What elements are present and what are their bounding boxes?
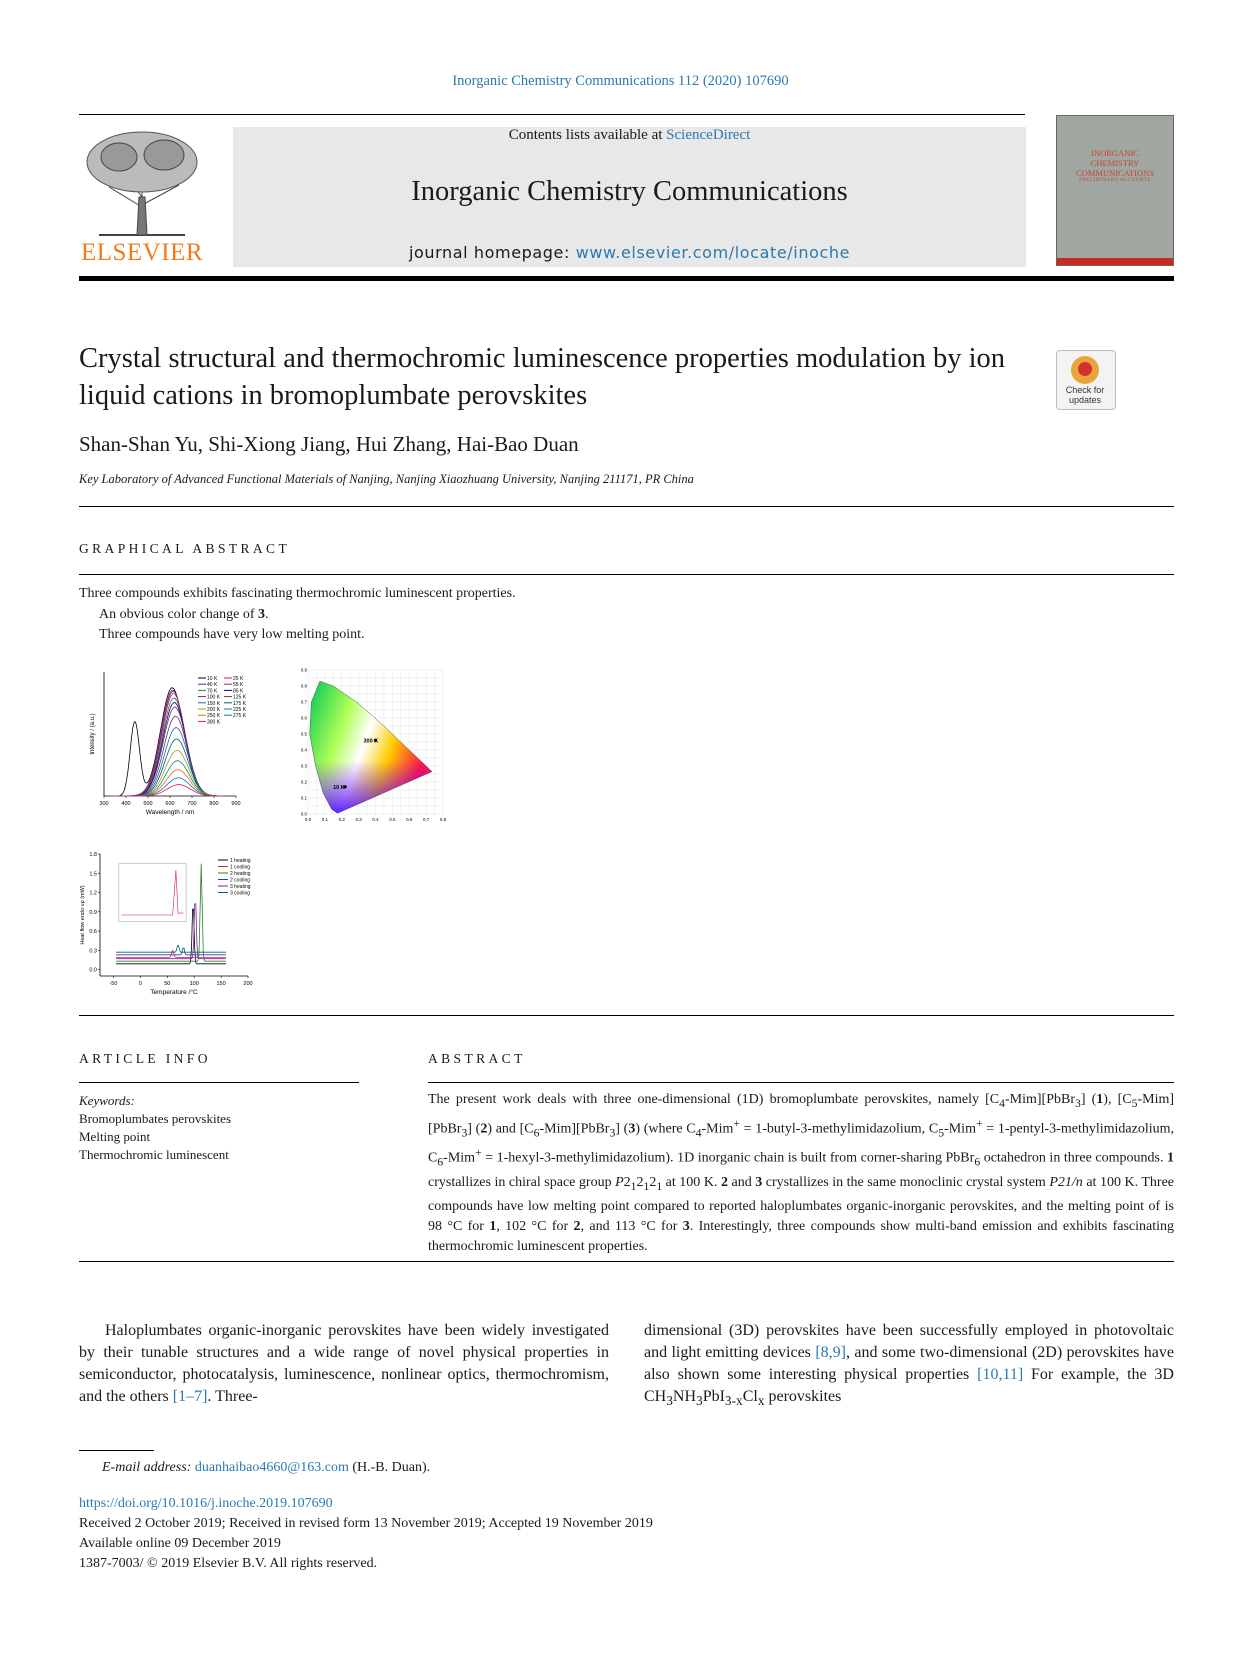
keyword-item: Thermochromic luminescent [79, 1147, 229, 1162]
received-dates: Received 2 October 2019; Received in revised form 13 November 2019; Accepted 19 November 2019 [79, 1516, 653, 1531]
article-info-heading: ARTICLE INFO [79, 1051, 211, 1066]
legend-label: 225 K [233, 707, 247, 713]
y-tick-label: 0.6 [300, 715, 307, 721]
y-tick-label: 0.5 [300, 731, 307, 737]
y-tick-label: 1.2 [89, 890, 97, 897]
y-axis-label: Heat flow endo up (mW) [80, 885, 86, 945]
x-tick-label: 0.8 [439, 817, 447, 822]
x-tick-label: 150 [216, 981, 226, 987]
cover-bottom-bar [1057, 258, 1173, 265]
check-for-updates-label: Check for updates [1065, 385, 1105, 405]
y-tick-label: 0.6 [89, 929, 97, 936]
header-bottom-rule [79, 276, 1174, 281]
graphical-abstract-heading: GRAPHICAL ABSTRACT [79, 541, 291, 556]
dsc-figure [78, 848, 278, 998]
y-tick-label: 0.0 [89, 967, 97, 974]
crossmark-icon-inner [1078, 362, 1092, 376]
journal-title: Inorganic Chemistry Communications [411, 176, 848, 207]
y-tick-label: 0.2 [300, 779, 307, 785]
x-tick-label: 0.0 [304, 817, 312, 822]
x-tick-label: 800 [209, 801, 219, 807]
legend-label: 3 cooling [230, 890, 251, 897]
y-tick-label: 1.5 [89, 871, 97, 878]
x-tick-label: 700 [187, 801, 197, 807]
online-date: Available online 09 December 2019 [79, 1536, 281, 1551]
copyright: 1387-7003/ © 2019 Elsevier B.V. All rights reserved. [79, 1556, 378, 1571]
body-text: For example, the 3D CH [644, 1366, 1174, 1405]
header-top-rule [79, 114, 1025, 115]
footnote-rule [79, 1450, 154, 1451]
cover-title-line: COMMUNICATIONS [1076, 168, 1154, 178]
y-tick-label: 0.8 [300, 683, 307, 689]
body-right-column: dimensional (3D) perovskites have been successfully employed in photovoltaic and light emitting devices [8,9], and some two-dimensional (2D) perovskites have also shown some interesting physical properties [10,11] For example, the 3D $CH_3NH_3PbI_{3-x}Cl_x$ perovskites [644, 1322, 1175, 1409]
y-tick-label: 0.7 [300, 699, 307, 705]
abstract-rule [428, 1082, 1174, 1083]
section-rule [79, 506, 1174, 507]
emission-spectra-chart [86, 668, 256, 823]
body-text: Haloplumbates organic-inorganic perovskites have been widely investigated by their tunable structures and a wide range of novel physical properties in semiconductor, photocatalysis, luminescence, nonlinear optics, thermochromism, and the others [79, 1322, 609, 1405]
y-axis-label: Intensity / (a.u.) [90, 713, 96, 755]
cie-point-label: 300 K [363, 738, 379, 745]
legend-label: 175 K [233, 700, 247, 707]
body-text: . Three- [207, 1388, 258, 1405]
y-tick-label: 1.8 [89, 852, 97, 858]
spectrum-line [111, 739, 225, 796]
journal-reference[interactable]: Inorganic Chemistry Communications 112 (2020) 107690 [452, 73, 789, 89]
emission-spectra-figure [86, 668, 256, 823]
sciencedirect-link[interactable]: ScienceDirect [666, 127, 751, 143]
section-rule [79, 574, 1174, 575]
journal-homepage [233, 243, 1026, 262]
ga-line: Three compounds have very low melting point. [99, 627, 365, 642]
x-tick-label: 0.2 [338, 817, 345, 822]
homepage-prefix: journal homepage: [408, 243, 576, 262]
cie-diagram-figure [298, 666, 448, 826]
doi-link[interactable]: https://doi.org/10.1016/j.inoche.2019.107690 [79, 1496, 333, 1511]
body-left-column [79, 1320, 609, 1408]
ga-line [79, 605, 516, 626]
legend-label: 40 K [207, 682, 218, 689]
cover-subtitle: PRELIMINARY ACCOUNTS [1079, 178, 1151, 183]
x-tick-label: 300 [99, 801, 109, 807]
legend-label: 2 heating [230, 871, 251, 877]
citation-link[interactable]: [10,11] [977, 1366, 1024, 1383]
paper-title: Crystal structural and thermochromic luminescence properties modulation by ion liquid cations in bromoplumbate perovskites [79, 343, 1005, 411]
legend-label: 85 K [233, 688, 244, 695]
author-list[interactable]: Shan-Shan Yu, Shi-Xiong Jiang, Hui Zhang, Hai-Bao Duan [79, 432, 579, 456]
ga-line-post: . [265, 606, 269, 622]
legend-label: 10 K [207, 676, 218, 682]
y-tick-label: 0.9 [89, 909, 97, 916]
legend-label: 200 K [207, 707, 221, 713]
ga-line: Three compounds exhibits fascinating thermochromic luminescent properties. [79, 586, 516, 601]
graphical-abstract-text [79, 584, 516, 646]
ga-line-pre: An obvious color change of [99, 606, 259, 622]
email-link[interactable]: duanhaibao4660@163.com [194, 1460, 349, 1475]
x-tick-label: 0.6 [406, 817, 413, 822]
y-tick-label: 0.3 [300, 763, 307, 769]
legend-label: 25 K [233, 676, 244, 682]
abstract-text: The present work deals with three one-dimensional (1D) bromoplumbate perovskites, namely $[C_4-Mim][PbBr_3]$ (1), $[C_5-Mim][PbBr_3]$ (2) and $[C_6-Mim][PbBr_3]$ (3) (where $C_4-Mim^+$ = 1-butyl-3-methylimidazolium, $C_5-Mim^+$ = 1-pentyl-3-methylimidazolium, $C_6-Mim^+$ = 1-hexyl-3-methylimidazolium). 1D inorganic chain is built from corner-sharing PbBr$_6$ octahedron in three compounds. 1 crystallizes in chiral space group $P2_12_12_1$ at 100 K. 2 and 3 crystallizes in the same monoclinic crystal system P21/n at 100 K. Three compounds have low melting point compared to reported haloplumbates organic-inorganic perovskites, and the melting point of is 98 °C for 1, 102 °C for 2, and 113 °C for 3. Interestingly, three compounds show multi-band emission and exhibits fascinating thermochromic luminescent properties. [428, 1092, 1175, 1254]
x-tick-label: 100 [189, 981, 199, 987]
x-tick-label: 0.5 [389, 817, 396, 822]
x-tick-label: 0.1 [321, 817, 329, 822]
legend-label: 100 K [207, 694, 221, 701]
x-tick-label: 50 [164, 981, 171, 987]
contents-line [233, 127, 1026, 144]
citation-link[interactable]: [8,9] [815, 1344, 846, 1361]
email-label: E-mail address: [102, 1460, 192, 1475]
legend-label: 3 heating [230, 884, 251, 890]
dsc-chart [78, 848, 278, 998]
y-tick-label: 0.1 [300, 795, 307, 801]
legend-label: 1 heating [230, 858, 251, 864]
legend-label: 150 K [207, 700, 221, 707]
x-tick-label: -50 [109, 981, 118, 987]
keyword-item: Melting point [79, 1129, 151, 1144]
email-footnote [102, 1460, 430, 1476]
cie-chromaticity-chart [298, 666, 448, 826]
x-tick-label: 0 [138, 981, 142, 987]
x-tick-label: 0.4 [372, 817, 379, 822]
legend-label: 2 cooling [230, 877, 251, 884]
ga-line-bold: 3 [258, 606, 266, 622]
spectrum-line [111, 778, 225, 796]
x-tick-label: 0.7 [422, 817, 430, 822]
journal-cover-thumbnail[interactable] [1056, 115, 1174, 266]
email-tail: (H.-B. Duan). [348, 1460, 431, 1475]
affiliation: Key Laboratory of Advanced Functional Materials of Nanjing, Nanjing Xiaozhuang University, Nanjing 211171, PR China [79, 472, 694, 486]
legend-label: 125 K [233, 694, 247, 701]
x-tick-label: 200 [243, 981, 253, 987]
cie-gamut-blue [310, 681, 432, 813]
x-tick-label: 600 [165, 801, 175, 807]
cover-title-line: INORGANIC [1091, 148, 1139, 158]
dsc-line [116, 946, 226, 953]
citation-link[interactable]: [1–7] [172, 1388, 208, 1405]
x-tick-label: 400 [121, 801, 131, 807]
article-info-rule [79, 1082, 359, 1083]
y-tick-label: 0.3 [89, 948, 97, 955]
legend-label: 250 K [207, 713, 221, 720]
y-tick-label: 0.9 [300, 667, 307, 673]
x-tick-label: 500 [143, 801, 153, 807]
keyword-item: Bromoplumbates perovskites [79, 1111, 232, 1126]
cie-point-label: 10 K [333, 784, 345, 791]
section-rule [79, 1015, 1174, 1016]
spectrum-line [111, 728, 225, 796]
cover-title-line: CHEMISTRY [1090, 158, 1140, 168]
legend-label: 55 K [233, 682, 244, 689]
y-tick-label: 0.4 [300, 747, 307, 753]
legend-label: 1 cooling [230, 864, 251, 871]
y-tick-label: 0.0 [300, 811, 307, 817]
body-text: , and some two-dimensional (2D) perovskites have also shown some interesting physical properties [644, 1344, 1175, 1383]
dsc-line [116, 951, 226, 958]
x-axis-label: Wavelength / nm [145, 809, 195, 816]
keywords-block [79, 1092, 231, 1164]
homepage-link[interactable]: www.elsevier.com/locate/inoche [575, 243, 851, 262]
legend-label: 300 K [207, 719, 221, 726]
x-tick-label: 0.3 [355, 817, 362, 822]
legend-label: 70 K [207, 688, 218, 695]
contents-prefix: Contents lists available at [508, 127, 667, 143]
body-text: dimensional (3D) perovskites have been successfully employed in photovoltaic and light emitting devices [644, 1322, 1174, 1361]
cover-title [1058, 148, 1172, 178]
x-tick-label: 900 [231, 801, 241, 807]
abstract-heading: ABSTRACT [428, 1051, 526, 1066]
x-axis-label: Temperature /°C [150, 989, 198, 996]
section-rule [79, 1261, 1174, 1262]
legend-label: 275 K [233, 713, 247, 720]
keywords-label: Keywords: [79, 1093, 135, 1108]
publisher-logo-text[interactable]: ELSEVIER [80, 239, 204, 266]
